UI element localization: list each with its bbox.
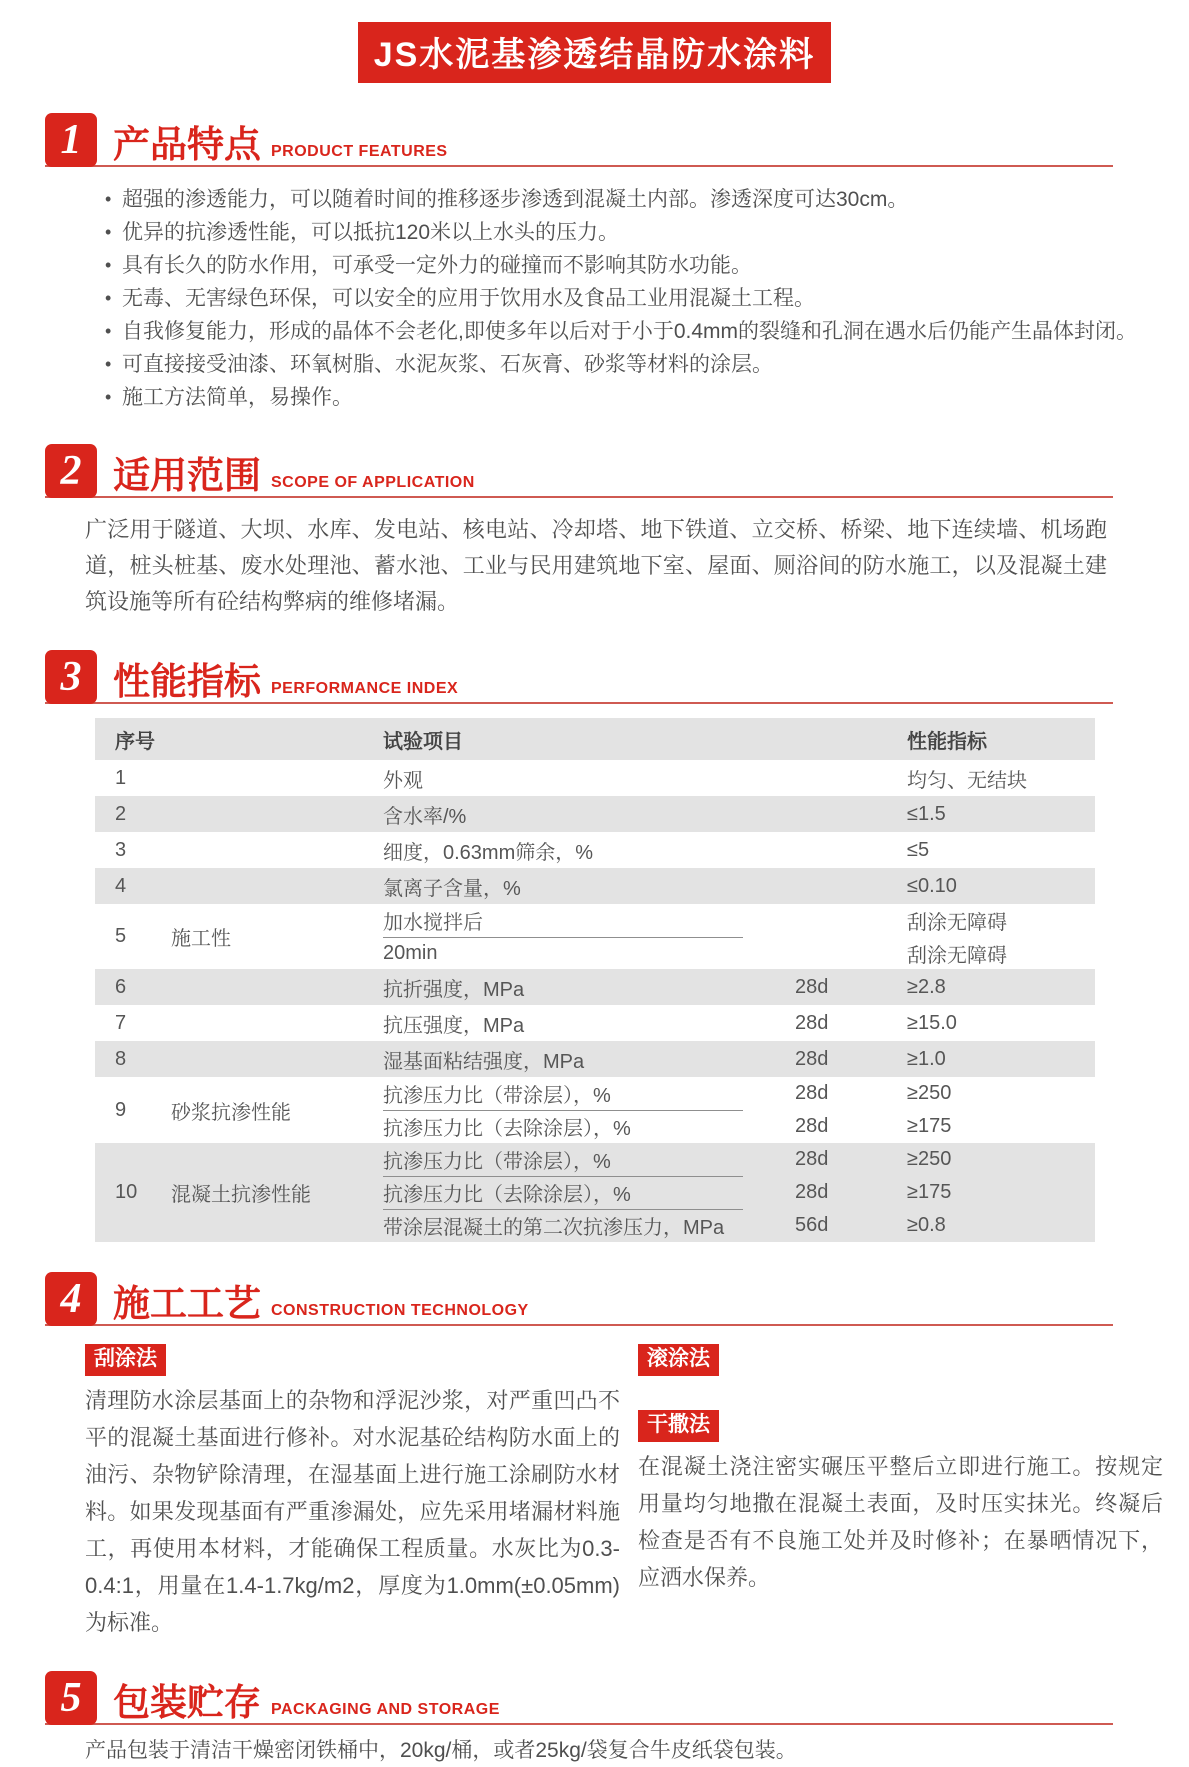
header-no: 序号 bbox=[115, 730, 155, 753]
row-number: 5 bbox=[115, 925, 127, 947]
method-text: 清理防水涂层基面上的杂物和浮泥沙浆，对严重凹凸不平的混凝土基面进行修补。对水泥基砼结构防水面上的油污、杂物铲除清理，在湿基面上进行施工涂刷防水材料。如果发现基面有严重渗漏处，应先采用堵漏材料施工，再使用本材料，才能确保工程质量。水灰比为0.3-0.4:1，用量在1.4-1.7kg/m2，厚度为1.0mm(±0.05mm)为标准。 bbox=[85, 1388, 620, 1635]
table-body bbox=[95, 760, 1095, 1242]
table-sub-row bbox=[383, 832, 1095, 868]
performance-table bbox=[95, 718, 1095, 1242]
section-subtitle: PRODUCT FEATURES bbox=[271, 143, 448, 160]
row-number: 4 bbox=[115, 874, 127, 897]
section-features-header bbox=[45, 113, 1113, 167]
feature-item: • 超强的渗透能力，可以随着时间的推移逐步渗透到混凝土内部。渗透深度可达30cm。 bbox=[105, 183, 1144, 216]
index-value: ≤0.10 bbox=[907, 874, 957, 897]
table-sub-row bbox=[383, 904, 1095, 937]
section-scope-header bbox=[45, 444, 1113, 498]
index-value: ≥15.0 bbox=[907, 1011, 957, 1034]
feature-item: • 优异的抗渗透性能，可以抵抗120米以上水头的压力。 bbox=[105, 216, 1144, 249]
feature-item: • 具有长久的防水作用，可承受一定外力的碰撞而不影响其防水功能。 bbox=[105, 249, 1144, 282]
table-row bbox=[95, 868, 1095, 904]
age-value: 28d bbox=[795, 1115, 829, 1137]
test-item: 抗渗压力比（去除涂层），% bbox=[383, 1176, 795, 1209]
test-item: 抗折强度，MPa bbox=[383, 978, 525, 1001]
age-value: 28d bbox=[795, 1181, 829, 1203]
section-number-badge: 2 bbox=[45, 444, 97, 498]
method-right-column bbox=[638, 1344, 1163, 1641]
section-number-badge: 5 bbox=[45, 1671, 97, 1725]
scope-text: 广泛用于隧道、大坝、水库、发电站、核电站、冷却塔、地下铁道、立交桥、桥梁、地下连续墙、机场跑道，桩头桩基、废水处理池、蓄水池、工业与民用建筑地下室、屋面、厕浴间的防水施工，以及混凝土建筑设施等所有砼结构弊病的维修堵漏。 bbox=[85, 517, 1107, 614]
section-number-badge: 1 bbox=[45, 113, 97, 167]
feature-item: • 无毒、无害绿色环保，可以安全的应用于饮用水及食品工业用混凝土工程。 bbox=[105, 282, 1144, 315]
age-value: 56d bbox=[795, 1214, 829, 1236]
section-title: 适用范围 bbox=[113, 455, 261, 496]
test-item: 外观 bbox=[383, 769, 423, 792]
row-category bbox=[171, 1041, 383, 1077]
age-value: 28d bbox=[795, 1047, 829, 1070]
title-wrap bbox=[0, 22, 1189, 83]
row-number: 10 bbox=[115, 1181, 138, 1203]
row-number: 7 bbox=[115, 1011, 127, 1034]
method-scrape bbox=[85, 1344, 620, 1641]
row-category bbox=[171, 868, 383, 904]
test-item: 湿基面粘结强度，MPa bbox=[383, 1050, 585, 1073]
table-sub-row bbox=[383, 1176, 1095, 1209]
section-construction-header bbox=[45, 1272, 1113, 1326]
table-row bbox=[95, 969, 1095, 1005]
row-category bbox=[171, 832, 383, 868]
feature-list bbox=[45, 183, 1144, 414]
index-value: ≥250 bbox=[907, 1148, 952, 1170]
method-badge: 滚涂法 bbox=[638, 1344, 719, 1376]
test-item: 加水搅拌后 bbox=[383, 904, 795, 937]
table-sub-row bbox=[383, 1077, 1095, 1110]
test-item: 抗渗压力比（带涂层），% bbox=[383, 1077, 795, 1110]
header-item: 试验项目 bbox=[383, 730, 463, 753]
section-number-badge: 3 bbox=[45, 650, 97, 704]
table-sub-row bbox=[383, 1143, 1095, 1176]
table-sub-row bbox=[383, 937, 1095, 969]
table-header-row bbox=[95, 718, 1095, 760]
test-item: 抗渗压力比（去除涂层），% bbox=[383, 1118, 631, 1140]
section-title: 施工工艺 bbox=[113, 1283, 261, 1324]
section-construction bbox=[45, 1272, 1163, 1641]
test-item: 细度，0.63mm筛余，% bbox=[383, 841, 594, 864]
test-item: 带涂层混凝土的第二次抗渗压力，MPa bbox=[383, 1217, 725, 1239]
row-category bbox=[171, 969, 383, 1005]
method-badge: 刮涂法 bbox=[85, 1344, 166, 1376]
section-title: 性能指标 bbox=[113, 661, 261, 702]
index-value: 刮涂无障碍 bbox=[907, 912, 1007, 934]
section-packaging-header bbox=[45, 1671, 1113, 1725]
index-value: 刮涂无障碍 bbox=[907, 944, 1007, 967]
row-category bbox=[171, 760, 383, 796]
spacer bbox=[638, 1376, 1163, 1410]
section-features bbox=[45, 113, 1144, 414]
index-value: ≥0.8 bbox=[907, 1214, 946, 1236]
header-index: 性能指标 bbox=[907, 730, 987, 753]
age-value: 28d bbox=[795, 975, 829, 998]
index-value: ≤5 bbox=[907, 838, 930, 861]
table-sub-row bbox=[383, 1041, 1095, 1077]
index-value: ≥2.8 bbox=[907, 975, 946, 998]
feature-item: • 施工方法简单，易操作。 bbox=[105, 381, 1144, 414]
index-value: ≤1.5 bbox=[907, 802, 946, 825]
row-category bbox=[171, 1005, 383, 1041]
test-item: 含水率/% bbox=[383, 805, 467, 828]
table-row bbox=[95, 904, 1095, 969]
method-text: 在混凝土浇注密实碾压平整后立即进行施工。按规定用量均匀地撒在混凝土表面，及时压实抹光。终凝后检查是否有不良施工处并及时修补；在暴晒情况下，应洒水保养。 bbox=[638, 1454, 1163, 1590]
age-value: 28d bbox=[795, 1011, 829, 1034]
test-item: 20min bbox=[383, 941, 438, 964]
row-number: 3 bbox=[115, 838, 127, 861]
row-number: 9 bbox=[115, 1098, 127, 1121]
method-badge: 干撒法 bbox=[638, 1410, 719, 1442]
method-dry-sprinkle bbox=[638, 1410, 1163, 1596]
section-title: 包装贮存 bbox=[113, 1682, 261, 1723]
table-sub-row bbox=[383, 760, 1095, 796]
row-category: 施工性 bbox=[171, 928, 231, 950]
test-item: 氯离子含量，% bbox=[383, 877, 521, 900]
table-row bbox=[95, 760, 1095, 796]
index-value: ≥1.0 bbox=[907, 1047, 946, 1070]
row-number: 8 bbox=[115, 1047, 127, 1070]
index-value: ≥250 bbox=[907, 1082, 952, 1104]
test-item: 抗渗压力比（带涂层），% bbox=[383, 1143, 795, 1176]
index-value: ≥175 bbox=[907, 1181, 952, 1203]
table-row bbox=[95, 832, 1095, 868]
table-row bbox=[95, 1077, 1095, 1143]
page-title: JS水泥基渗透结晶防水涂料 bbox=[358, 22, 832, 83]
section-performance-header bbox=[45, 650, 1113, 704]
table-row bbox=[95, 796, 1095, 832]
feature-item: • 自我修复能力，形成的晶体不会老化,即使多年以后对于小于0.4mm的裂缝和孔洞在遇水后仍能产生晶体封闭。 bbox=[105, 315, 1144, 348]
table-row bbox=[95, 1005, 1095, 1041]
row-number: 6 bbox=[115, 975, 127, 998]
age-value: 28d bbox=[795, 1148, 829, 1170]
row-number: 2 bbox=[115, 802, 127, 825]
table-sub-row bbox=[383, 1209, 1095, 1242]
method-roll bbox=[638, 1344, 1163, 1376]
construction-columns bbox=[85, 1344, 1163, 1641]
row-number: 1 bbox=[115, 766, 127, 789]
row-category bbox=[171, 796, 383, 832]
section-number-badge: 4 bbox=[45, 1272, 97, 1326]
section-subtitle: PERFORMANCE INDEX bbox=[271, 680, 459, 697]
table-row bbox=[95, 1143, 1095, 1242]
section-subtitle: PACKAGING AND STORAGE bbox=[271, 1701, 500, 1718]
header-category bbox=[171, 718, 383, 760]
section-title: 产品特点 bbox=[113, 124, 261, 165]
packaging-text: 产品包装于清洁干燥密闭铁桶中，20kg/桶，或者25kg/袋复合牛皮纸袋包装。 bbox=[85, 1739, 797, 1762]
table-sub-row bbox=[383, 868, 1095, 904]
row-category: 混凝土抗渗性能 bbox=[171, 1184, 311, 1206]
table-sub-row bbox=[383, 969, 1095, 1005]
table-sub-row bbox=[383, 1005, 1095, 1041]
section-subtitle: CONSTRUCTION TECHNOLOGY bbox=[271, 1302, 529, 1319]
section-scope bbox=[45, 444, 1144, 620]
table-sub-row bbox=[383, 796, 1095, 832]
section-subtitle: SCOPE OF APPLICATION bbox=[271, 474, 475, 491]
section-packaging bbox=[45, 1671, 1144, 1767]
index-value: ≥175 bbox=[907, 1115, 952, 1137]
table-row bbox=[95, 1041, 1095, 1077]
feature-item: • 可直接接受油漆、环氧树脂、水泥灰浆、石灰膏、砂浆等材料的涂层。 bbox=[105, 348, 1144, 381]
index-value: 均匀、无结块 bbox=[907, 769, 1027, 792]
section-performance bbox=[45, 650, 1144, 1242]
age-value: 28d bbox=[795, 1082, 829, 1104]
table-sub-row bbox=[383, 1110, 1095, 1143]
row-category: 砂浆抗渗性能 bbox=[171, 1101, 291, 1124]
test-item: 抗压强度，MPa bbox=[383, 1014, 525, 1037]
